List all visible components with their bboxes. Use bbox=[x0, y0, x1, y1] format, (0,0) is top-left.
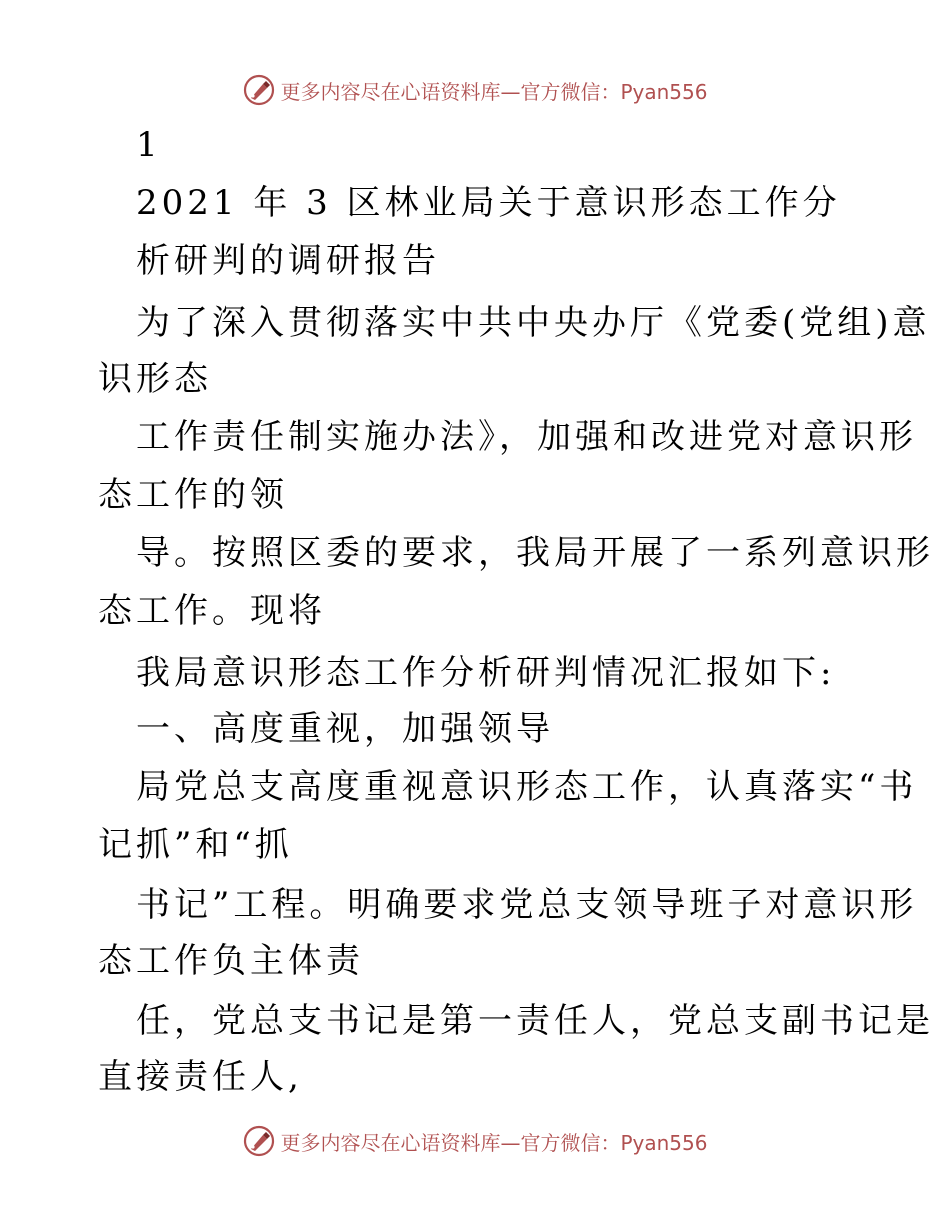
text-line: 直接责任人, bbox=[98, 1057, 303, 1097]
watermark-banner-bottom bbox=[0, 1121, 950, 1161]
watermark-text: 更多内容尽在心语资料库—官方微信：Pyan556 bbox=[280, 1130, 708, 1155]
title-line-2: 析研判的调研报告 bbox=[136, 241, 440, 281]
text-line: 任，党总支书记是第一责任人，党总支副书记是 bbox=[136, 1001, 934, 1041]
text-line: 识形态 bbox=[98, 359, 212, 399]
section-heading: 一、高度重视，加强领导 bbox=[136, 709, 554, 749]
watermark-text: 更多内容尽在心语资料库—官方微信：Pyan556 bbox=[280, 79, 708, 104]
title-line-1: 2021 年 3 区林业局关于意识形态工作分 bbox=[136, 183, 841, 223]
text-line: 工作责任制实施办法》，加强和改进党对意识形 bbox=[136, 417, 917, 457]
text-line: 态工作负主体责 bbox=[98, 941, 364, 981]
text-line: 我局意识形态工作分析研判情况汇报如下: bbox=[136, 653, 836, 693]
watermark-banner-top bbox=[0, 70, 950, 110]
pen-logo-icon bbox=[242, 1124, 276, 1158]
text-line: 态工作的领 bbox=[98, 475, 288, 515]
text-line: 局党总支高度重视意识形态工作，认真落实“书 bbox=[136, 767, 918, 807]
pen-logo-icon bbox=[242, 73, 276, 107]
text-line: 书记”工程。明确要求党总支领导班子对意识形 bbox=[136, 885, 918, 925]
text-line: 导。按照区委的要求，我局开展了一系列意识形 bbox=[136, 533, 934, 573]
text-line: 态工作。现将 bbox=[98, 591, 326, 631]
page-number: 1 bbox=[136, 125, 162, 165]
text-line: 记抓”和“抓 bbox=[98, 825, 293, 865]
text-line: 为了深入贯彻落实中共中央办厅《党委(党组)意 bbox=[136, 303, 931, 343]
